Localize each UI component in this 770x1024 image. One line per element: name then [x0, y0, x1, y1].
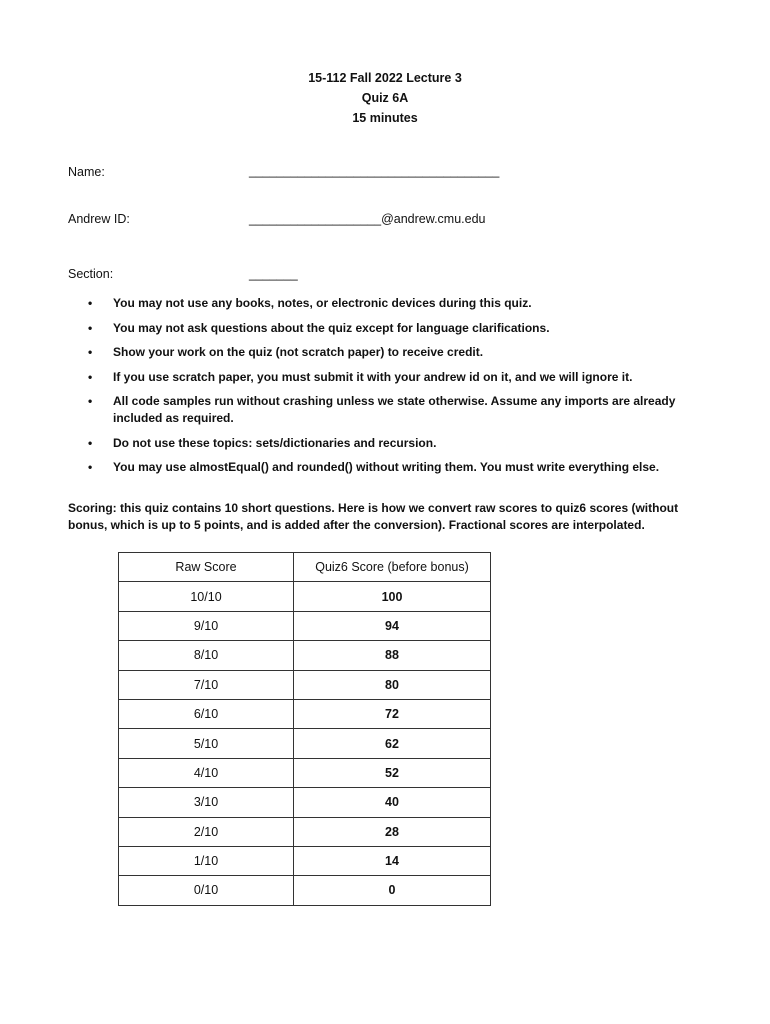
- name-label: Name:: [68, 165, 105, 179]
- raw-score-cell: 2/10: [119, 817, 294, 846]
- quiz6-score-cell: 72: [294, 699, 491, 728]
- rule-item: [88, 295, 688, 312]
- raw-score-cell: 8/10: [119, 641, 294, 670]
- table-row: [119, 846, 491, 875]
- rule-item: [88, 393, 688, 427]
- header-raw-score: Raw Score: [119, 553, 294, 582]
- table-row: [119, 699, 491, 728]
- name-field-line: ____________________________________: [249, 164, 500, 178]
- rule-text: All code samples run without crashing unless we state otherwise. Assume any imports are already included as required.: [113, 394, 676, 425]
- rule-text: If you use scratch paper, you must submit it with your andrew id on it, and we will ignore it.: [113, 369, 633, 384]
- quiz6-score-cell: 0: [294, 876, 491, 905]
- quiz6-score-cell: 94: [294, 611, 491, 640]
- rule-item: [88, 320, 688, 337]
- raw-score-cell: 10/10: [119, 582, 294, 611]
- andrew-id-field-line: ___________________@andrew.cmu.edu: [249, 212, 486, 226]
- table-row: [119, 611, 491, 640]
- andrew-id-label: Andrew ID:: [68, 212, 130, 226]
- raw-score-cell: 9/10: [119, 611, 294, 640]
- section-field-line: _______: [249, 267, 298, 281]
- table-row: [119, 876, 491, 905]
- quiz-title: Quiz 6A: [361, 91, 409, 105]
- quiz6-score-cell: 28: [294, 817, 491, 846]
- bullet-icon: •: [88, 296, 93, 310]
- raw-score-cell: 0/10: [119, 876, 294, 905]
- raw-score-cell: 3/10: [119, 788, 294, 817]
- table-row: [119, 758, 491, 787]
- bullet-icon: •: [88, 394, 93, 408]
- rule-text: You may not use any books, notes, or electronic devices during this quiz.: [113, 296, 532, 310]
- quiz-duration: 15 minutes: [352, 111, 418, 125]
- bullet-icon: •: [88, 320, 93, 335]
- quiz6-score-cell: 88: [294, 641, 491, 670]
- quiz6-score-cell: 52: [294, 758, 491, 787]
- quiz6-score-cell: 40: [294, 788, 491, 817]
- rules-list: [88, 295, 688, 484]
- score-conversion-table: [118, 552, 491, 906]
- bullet-icon: •: [88, 460, 93, 474]
- section-label: Section:: [68, 267, 114, 281]
- table-row: [119, 788, 491, 817]
- raw-score-cell: 4/10: [119, 758, 294, 787]
- raw-score-cell: 1/10: [119, 846, 294, 875]
- table-row: [119, 582, 491, 611]
- scoring-paragraph: Scoring: this quiz contains 10 short questions. Here is how we convert raw scores to quiz6 scores (without bonus, which is up to 5 points, and is added after the conversion). Fractional scores are interpolated.: [68, 501, 679, 532]
- rule-text: Do not use these topics: sets/dictionaries and recursion.: [113, 435, 437, 450]
- bullet-icon: •: [88, 369, 93, 384]
- rule-item: [88, 369, 688, 386]
- rule-item: [88, 435, 688, 452]
- table-row: [119, 641, 491, 670]
- quiz6-score-cell: 80: [294, 670, 491, 699]
- rule-text: Show your work on the quiz (not scratch paper) to receive credit.: [113, 345, 484, 359]
- table-row: [119, 670, 491, 699]
- raw-score-cell: 6/10: [119, 699, 294, 728]
- rule-item: [88, 344, 688, 361]
- rule-item: [88, 459, 688, 476]
- bullet-icon: •: [88, 435, 93, 450]
- header-quiz6-score: Quiz6 Score (before bonus): [294, 553, 491, 582]
- quiz6-score-cell: 100: [294, 582, 491, 611]
- table-row: [119, 817, 491, 846]
- raw-score-cell: 7/10: [119, 670, 294, 699]
- bullet-icon: •: [88, 345, 93, 359]
- course-title: 15-112 Fall 2022 Lecture 3: [308, 71, 462, 85]
- rule-text: You may use almostEqual() and rounded() without writing them. You must write everything else.: [113, 460, 660, 474]
- raw-score-cell: 5/10: [119, 729, 294, 758]
- table-header-row: [119, 553, 491, 582]
- table-row: [119, 729, 491, 758]
- quiz6-score-cell: 14: [294, 846, 491, 875]
- quiz6-score-cell: 62: [294, 729, 491, 758]
- rule-text: You may not ask questions about the quiz except for language clarifications.: [113, 320, 550, 335]
